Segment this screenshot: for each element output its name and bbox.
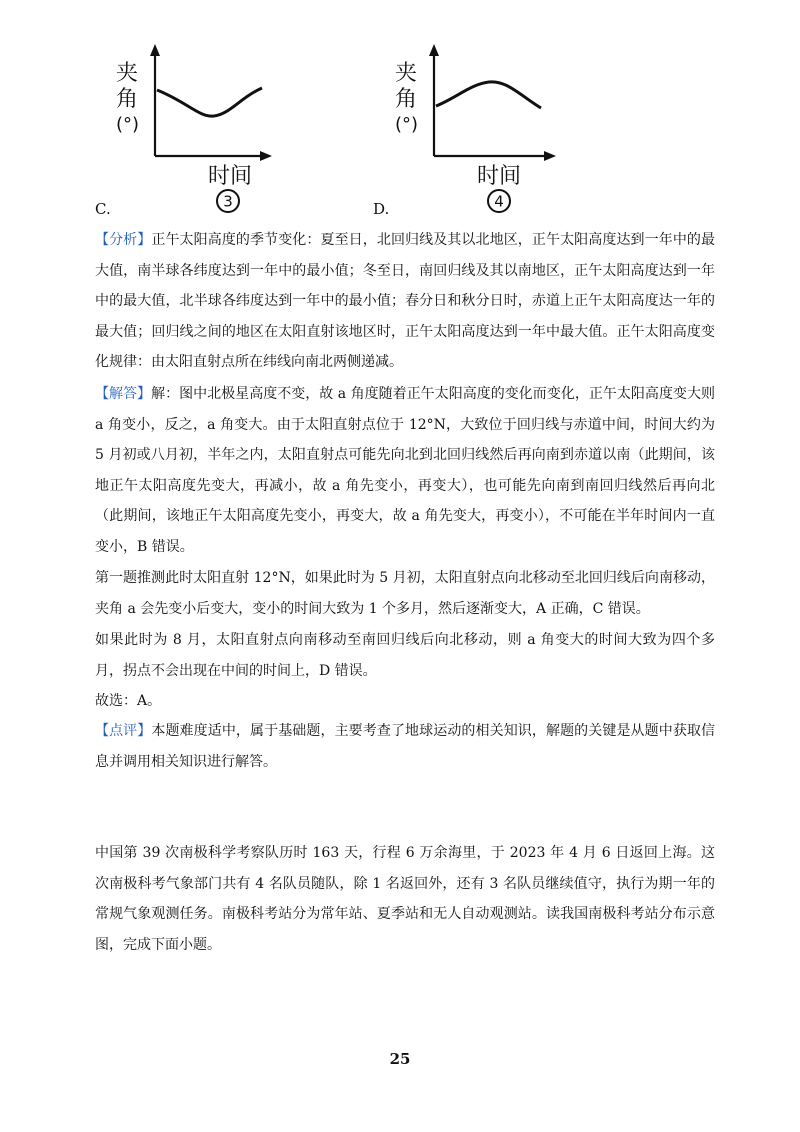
graph-4-number-badge [484, 186, 514, 216]
answer-paragraph-2: 第一题推测此时太阳直射 12°N，如果此时为 5 月初，太阳直射点向北移动至北回归线后向南移动，夹角 a 会先变小后变大，变小的时间大致为 1 个多月，然后逐渐变大，A 正确，C 错误。 [95, 570, 715, 617]
answer-tag: 【解答】 [95, 386, 152, 402]
graph-3-ylabel-unit: (°) [116, 114, 140, 135]
graph-3-ylabel-char-1: 夹 [116, 61, 139, 86]
graph-4-x-axis-arrow [544, 151, 556, 161]
graph-3 [112, 40, 272, 211]
answer-paragraph [95, 379, 715, 562]
graph-3-number: 3 [223, 192, 233, 211]
analysis-paragraph [95, 225, 715, 378]
graph-3-x-axis-arrow [260, 151, 272, 161]
graph-4-xlabel: 时间 [477, 164, 522, 189]
comment-tag: 【点评】 [95, 723, 152, 739]
graph-4 [391, 40, 556, 211]
graph-4-ylabel-char-2: 角 [395, 87, 418, 112]
graph-3-curve [157, 88, 262, 116]
graph-4-svg [391, 40, 556, 190]
graph-4-ylabel-unit: (°) [395, 114, 419, 135]
option-d-label: D. [373, 200, 390, 218]
page-number: 25 [389, 1050, 411, 1068]
graph-3-ylabel-char-2: 角 [116, 87, 139, 112]
analysis-text: 正午太阳高度的季节变化：夏至日，北回归线及其以北地区，正午太阳高度达到一年中的最大值，南半球各纬度达到一年中的最小值；冬至日，南回归线及其以南地区，正午太阳高度达到一年中的最大值，北半球各纬度达到一年中的最小值；春分日和秋分日时，赤道上正午太阳高度达一年的最大值；回归线之间的地区在太阳直射该地区时，正午太阳高度达到一年中最大值。正午太阳高度变化规律：由太阳直射点所在纬线向南北两侧递减。 [95, 232, 716, 370]
graph-3-y-axis-arrow [150, 44, 160, 56]
graph-3-svg [112, 40, 272, 190]
graph-4-number: 4 [494, 192, 504, 211]
comment-paragraph [95, 716, 715, 777]
graph-4-curve [436, 82, 541, 108]
answer-text: 解：图中北极星高度不变，故 a 角度随着正午太阳高度的变化而变化，正午太阳高度变大则 a 角变小，反之，a 角变大。由于太阳直射点位于 12°N，大致位于回归线与赤道中间，时间大约为 5 月初或八月初，半年之内，太阳直射点可能先向北到北回归线然后再向南到赤道以南（此期间，该地正午太阳高度先变大，再减小，故 a 角先变小，再变大），也可能先向南到南回归线然后再向北（此期间，该地正午太阳高度先变小，再变大，故 a 角先变大，再变小），不可能在半年时间内一直变小，B 错误。 [95, 386, 716, 555]
graph-4-ylabel-char-1: 夹 [395, 61, 418, 86]
analysis-tag: 【分析】 [95, 232, 152, 248]
answer-paragraph-3: 如果此时为 8 月，太阳直射点向南移动至南回归线后向北移动，则 a 角变大的时间大致为四个多月，拐点不会出现在中间的时间上，D 错误。 [95, 632, 715, 679]
graph-4-y-axis-arrow [429, 44, 439, 56]
comment-text: 本题难度适中，属于基础题，主要考查了地球运动的相关知识，解题的关键是从题中获取信息并调用相关知识进行解答。 [95, 723, 716, 770]
graph-3-xlabel: 时间 [208, 164, 253, 189]
question-intro-paragraph: 中国第 39 次南极科学考察队历时 163 天，行程 6 万余海里，于 2023 年 4 月 6 日返回上海。这次南极科考气象部门共有 4 名队员随队，除 1 名返回外，还有 3 名队员继续值守，执行为期一年的常规气象观测任务。南极科考站分为常年站、夏季站和无人自动观测站。读我国南极科考站分布示意图，完成下面小题。 [95, 845, 715, 953]
answer-choice: 故选：A。 [95, 693, 162, 709]
option-c-label: C. [95, 200, 111, 218]
graph-3-number-badge [213, 186, 243, 216]
